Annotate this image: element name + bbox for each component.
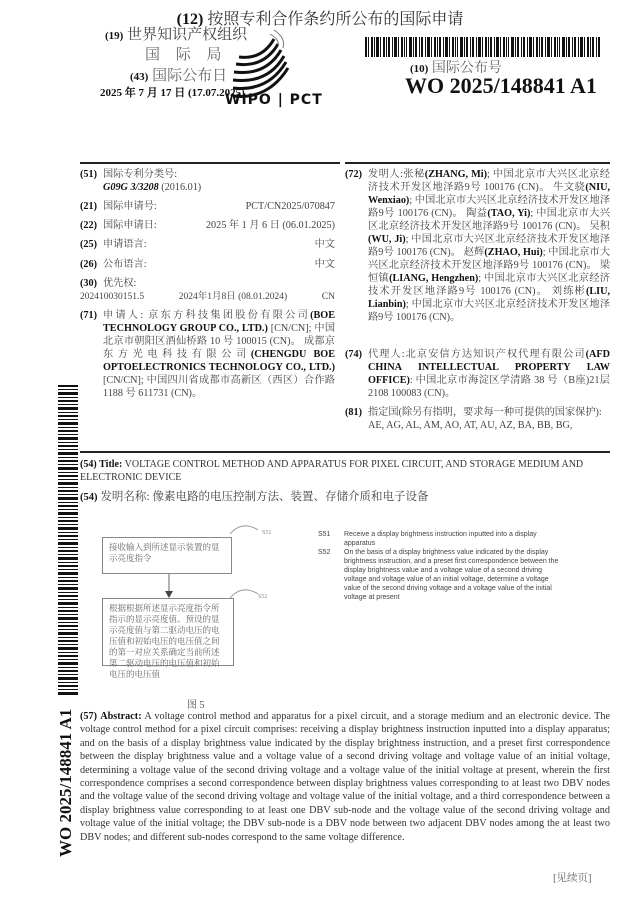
field-label: Title: [99, 459, 123, 470]
publication-number: WO 2025/148841 A1 [405, 73, 597, 98]
legend-item [318, 548, 563, 602]
priority-country: CN [321, 292, 335, 302]
step-ref-s51: S51 [262, 530, 272, 536]
field-code: (19) [105, 30, 124, 42]
field-code: (30) [80, 278, 97, 289]
applicant-address: [CN/CN]; 中国北京市朝阳区酒仙桥路 10 号 100015 (CN)。 成都京东方光电科技有限公司 [103, 323, 336, 360]
field-22-filing-date [80, 219, 335, 232]
divider [80, 162, 340, 164]
field-code: (51) [80, 169, 97, 180]
field-25-filing-language [80, 238, 335, 251]
field-code: (43) [130, 71, 149, 83]
agent-cn-name: 北京安信方达知识产权代理有限公司 [404, 349, 586, 360]
title-text: 像素电路的电压控制方法、装置、存储介质和电子设备 [152, 491, 429, 503]
ipc-class: G09G 3/3208 [103, 182, 159, 193]
flowchart-step-s52 [102, 598, 234, 679]
field-label: 申请语言: [103, 239, 147, 250]
step-text: 根据根据所述显示亮度指令所指示的显示亮度值、预设的显示亮度值与第二驱动电压的电压值和初始电压的电压值之间的第一对应关系确定当前所述第二驱动电压的电压值和初始电压的电压值 [109, 603, 220, 679]
field-label: 国际专利分类号: [103, 169, 178, 180]
field-81-designated-states [345, 406, 610, 432]
vertical-barcode-icon [58, 385, 78, 695]
title-text: VOLTAGE CONTROL METHOD AND APPARATUS FOR PIXEL CIRCUIT, AND STORAGE MEDIUM AND ELECTRONIC DEVICE [80, 459, 584, 483]
field-label: Abstract: [100, 711, 142, 722]
flow-arrow-icon [164, 574, 174, 598]
legend-step-id: S51 [318, 531, 331, 538]
inventor-address: ; 中国北京市大兴区北京经济技术开发区地泽路9号 100176 (CN)。 [368, 273, 610, 297]
priority-date: 2024年1月8日 (08.01.2024) [178, 292, 288, 302]
organization-label: 世界知识产权组织 [127, 27, 248, 43]
applicant-cn-name: 京东方科技集团股份有限公司 [148, 310, 311, 321]
inventor-cn-name: 牛文骁 [553, 182, 586, 193]
field-code: (12) [176, 11, 204, 28]
field-30-priority [80, 277, 335, 304]
inventor-cn-name: 梁恒镇 [368, 260, 610, 284]
field-label: 申请人: [103, 310, 144, 321]
abstract-text: A voltage control method and apparatus for a pixel circuit, and a storage medium and an electronic device. The voltage control method for a pixel circuit comprises: receiving a display brightness instruction inputted into a display apparatus; and on the basis of a display brightness value indicated by the display brightness instruction, and a preset first correspondence between the display brightness value and a voltage value of a second driving voltage and voltage value of an initial voltage, determining a voltage value of the second driving voltage and a voltage value of the initial voltage at present, wherein the first correspondence comprises a second correspondence between display brightness values corresponding to at least two DBV nodes and the voltage value of the second driving voltage and voltage value of the initial voltage, and a third correspondence between a display brightness value corresponding to at least one DBV sub-node and the voltage value of the second driving voltage and voltage value of the initial voltage; the DBV sub-node is a DBV node between two adjacent DBV nodes among the at least two DBV nodes; and different sub-nodes correspond to the same voltage difference. [80, 711, 611, 843]
abstract [80, 710, 610, 844]
field-code: (57) [80, 711, 97, 722]
inventor-en-name: (NIU, Wenxiao) [368, 182, 611, 206]
inventor-en-name: (WU, Ji) [368, 234, 406, 245]
inventor-cn-name: 陶益 [466, 208, 488, 219]
field-value: 2025 年 1 月 6 日 (06.01.2025) [205, 220, 335, 231]
priority-number: 202410030151.5 [80, 292, 145, 302]
divider [80, 451, 610, 453]
inventor-en-name: (ZHANG, Mi) [424, 169, 487, 180]
inventor-address: ; 中国北京市大兴区北京经济技术开发区地泽路9号 100176 (CN)。 [368, 169, 610, 193]
inventor-address: ; 中国北京市大兴区北京经济技术开发区地泽路9号 100176 (CN)。 [368, 195, 610, 219]
field-label: 代理人: [368, 349, 405, 360]
chinese-title [80, 488, 428, 504]
field-code: (72) [345, 169, 362, 180]
applicant-address: [CN/CN]; 中国四川省成都市高新区（西区）合作路 1188 号 611731 (CN)。 [103, 375, 335, 399]
field-code: (25) [80, 239, 97, 250]
divider [345, 162, 610, 164]
field-51-ipc [80, 168, 335, 194]
field-72-inventors [345, 168, 610, 324]
inventor-en-name: (LIU, Lianbin) [368, 286, 611, 310]
inventor-cn-name: 刘练彬 [551, 286, 586, 297]
english-title [80, 458, 610, 484]
field-value: 中文 [314, 259, 335, 270]
agent-address: : 中国北京市海淀区学清路 38 号（B座)21层2108 100083 (CN)。 [368, 375, 610, 399]
field-code: (26) [80, 259, 97, 270]
field-74-agent [345, 348, 610, 400]
agent-en-name: (AFD CHINA INTELLECTUAL PROPERTY LAW OFFICE) [368, 349, 610, 386]
field-label: 发明人: [368, 169, 403, 180]
continued-on-next-page: [见续页] [553, 873, 592, 884]
field-71-applicant [80, 309, 335, 400]
ipc-version: (2016.01) [161, 182, 202, 193]
step-text: 接收输入到所述显示装置的显示亮度指令 [109, 542, 220, 563]
inventor-address: ; 中国北京市大兴区北京经济技术开发区地泽路9号 100176 (CN)。 [368, 234, 610, 258]
publication-date-label [130, 64, 227, 85]
wipo-pct-logo-text: WIPO | PCT [225, 92, 323, 108]
field-code: (10) [410, 63, 429, 75]
field-code: (22) [80, 220, 97, 231]
inventor-cn-name: 赵辉 [463, 247, 485, 258]
field-code: (71) [80, 310, 97, 321]
designated-states-text: 指定国(除另有指明，要求每一种可提供的国家保护): AE, AG, AL, AM, AO, AT, AU, AZ, BA, BB, BG, [368, 407, 602, 431]
legend-step-text: Receive a display brightness instruction inputted into a display apparatus [344, 531, 537, 547]
inventor-address: ; 中国北京市大兴区北京经济技术开发区地泽路9号 100176 (CN)。 [368, 299, 610, 323]
figure-caption: 图 5 [187, 700, 205, 711]
field-code: (74) [345, 349, 362, 360]
field-code: (81) [345, 407, 362, 418]
legend-step-id: S52 [318, 549, 331, 556]
field-label: 优先权: [103, 278, 137, 289]
barcode-icon [365, 37, 600, 57]
publication-date: 2025 年 7 月 17 日 (17.07.2025) [100, 87, 245, 99]
legend-step-text: On the basis of a display brightness value indicated by the display brightness instruction, and a preset first correspondence between the display brightness value and a voltage value of a second driving voltage and voltage value of an initial voltage, determine a voltage value of the second driving voltage and a voltage value of the initial voltage at present [344, 549, 559, 601]
side-publication-number: WO 2025/148841 A1 [56, 708, 75, 857]
flowchart-step-s51 [102, 537, 232, 574]
document-type-heading [0, 6, 640, 29]
publication-number-caption: 国际公布号 [431, 61, 502, 76]
inventor-address: ; 中国北京市大兴区北京经济技术开发区地泽路9号 100176 (CN)。 [368, 208, 611, 232]
legend-item [318, 530, 563, 548]
inventor-cn-name: 吴积 [589, 221, 610, 232]
figure-legend [318, 530, 563, 602]
step-ref-s52: S52 [258, 594, 268, 600]
applicant-en-name: (BOE TECHNOLOGY GROUP CO., LTD.) [103, 310, 336, 334]
field-label: 国际申请号: [103, 201, 157, 212]
inventor-en-name: (TAO, Yi) [487, 208, 531, 219]
publication-date-caption: 国际公布日 [152, 68, 228, 84]
inventor-address: ; 中国北京市大兴区北京经济技术开发区地泽路9号 100176 (CN)。 [368, 247, 611, 271]
field-label: 公布语言: [103, 259, 147, 270]
bureau-label: 国 际 局 [145, 47, 228, 63]
inventor-en-name: (ZHAO, Hui) [484, 247, 543, 258]
document-type: 按照专利合作条约所公布的国际申请 [207, 11, 464, 28]
field-label: 国际申请日: [103, 220, 157, 231]
field-code: (21) [80, 201, 97, 212]
field-code: (54) [80, 492, 98, 503]
inventor-en-name: (LIANG, Hengzhen) [389, 273, 479, 284]
applicant-en-name: (CHENGDU BOE OPTOELECTRONICS TECHNOLOGY CO., LTD.) [103, 349, 335, 373]
field-26-publication-language [80, 258, 335, 271]
organization-name [105, 23, 247, 44]
field-value: PCT/CN2025/070847 [245, 201, 335, 212]
inventor-cn-name: 张秘 [402, 169, 425, 180]
field-value: 中文 [314, 239, 335, 250]
field-label: 发明名称: [100, 491, 150, 503]
field-code: (54) [80, 459, 97, 470]
field-21-application-number [80, 200, 335, 213]
